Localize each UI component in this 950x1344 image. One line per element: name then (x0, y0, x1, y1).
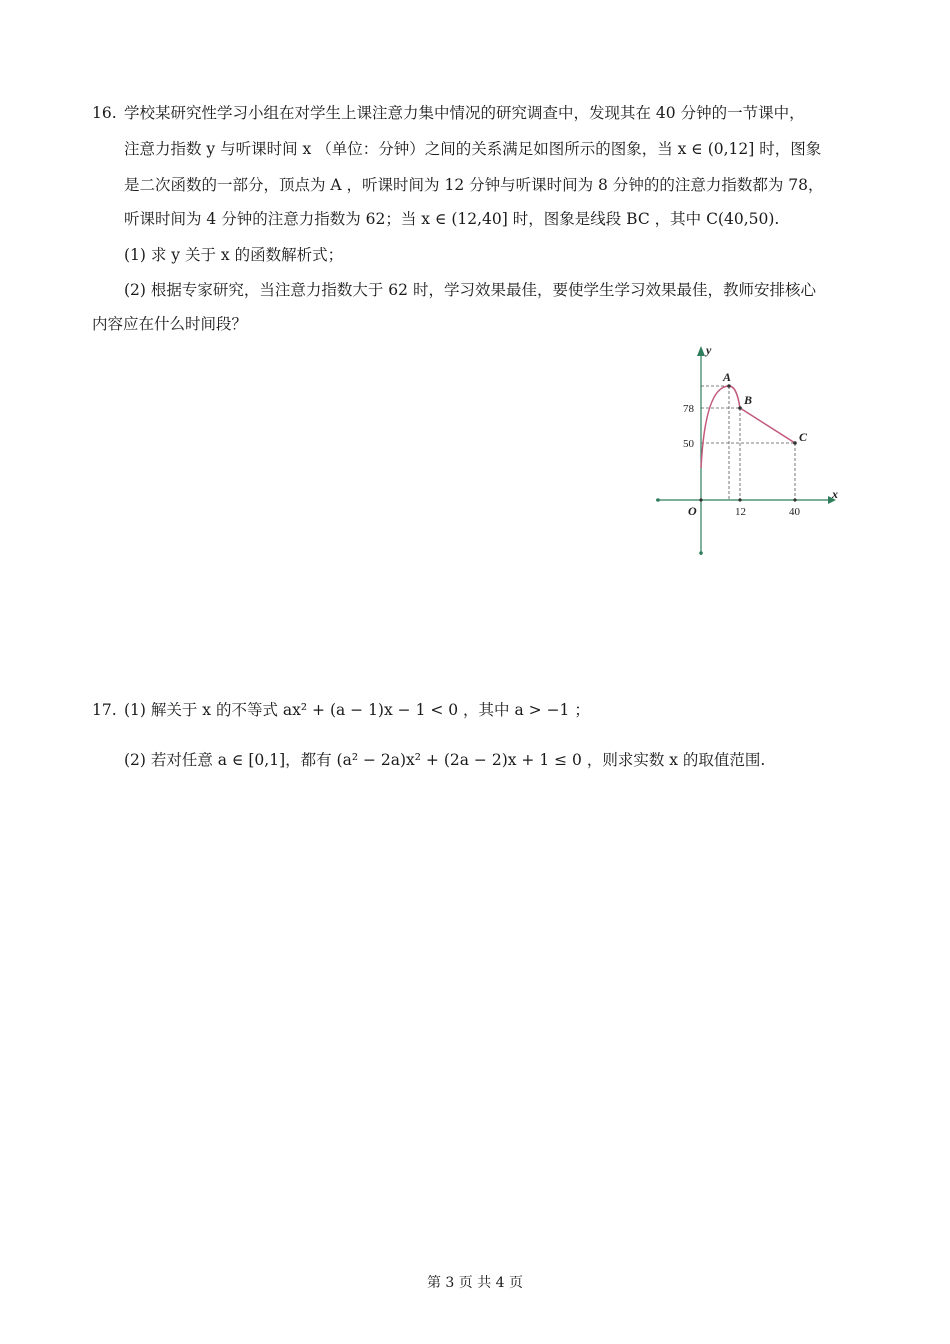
x-tick-12: 12 (735, 506, 746, 518)
point-C-label: C (799, 430, 808, 444)
y-tick-50: 50 (683, 438, 694, 450)
y-axis-arrow (697, 346, 705, 356)
q16-part2-line2: 内容应在什么时间段？ (92, 315, 248, 333)
parabola-curve (701, 386, 740, 468)
origin-dot (699, 498, 702, 501)
q16-part1: (1) 求 y 关于 x 的函数解析式； (124, 246, 344, 264)
y-axis-label: y (706, 343, 712, 357)
tick-40-dot (793, 498, 796, 501)
point-A-label: A (723, 370, 732, 384)
q16-number: 16. (92, 104, 117, 122)
x-tick-40: 40 (789, 506, 800, 518)
point-B-label: B (744, 393, 753, 407)
q17-part2: (2) 若对任意 a ∈ [0,1]，都有 (a² − 2a)x² + (2a − 2)x + 1 ≤ 0 ，则求实数 x 的取值范围. (124, 751, 766, 769)
point-A-dot (727, 384, 731, 388)
q17-part1: (1) 解关于 x 的不等式 ax² + (a − 1)x − 1 < 0 ，其中 a > −1 ； (124, 701, 590, 719)
segment-BC (740, 408, 795, 443)
q17-number: 17. (92, 701, 117, 719)
q16-line-2: 注意力指数 y 与听课时间 x （单位：分钟）之间的关系满足如图所示的图象，当 x ∈ (0,12] 时，图象 (124, 140, 822, 158)
q16-part2-line1: (2) 根据专家研究，当注意力指数大于 62 时，学习效果最佳，要使学生学习效果最佳，教师安排核心 (124, 281, 816, 299)
y-axis-end-dot (699, 551, 703, 555)
x-axis-label: x (832, 487, 838, 501)
y-tick-78: 78 (683, 403, 694, 415)
page-footer: 第 3 页 共 4 页 (426, 1275, 524, 1291)
point-B-dot (738, 406, 742, 410)
q16-line-1: 学校某研究性学习小组在对学生上课注意力集中情况的研究调查中，发现其在 40 分钟的一节课中， (124, 104, 805, 122)
attention-graph (652, 340, 842, 560)
x-axis-end-dot (656, 498, 660, 502)
q16-line-3: 是二次函数的一部分，顶点为 A ，听课时间为 12 分钟与听课时间为 8 分钟的的注意力指数都为 78， (124, 176, 824, 194)
point-C-dot (793, 441, 797, 445)
origin-label: O (688, 504, 697, 518)
tick-12-dot (738, 498, 741, 501)
q16-line-4: 听课时间为 4 分钟的注意力指数为 62；当 x ∈ (12,40] 时，图象是线段 BC ，其中 C(40,50). (124, 210, 780, 228)
